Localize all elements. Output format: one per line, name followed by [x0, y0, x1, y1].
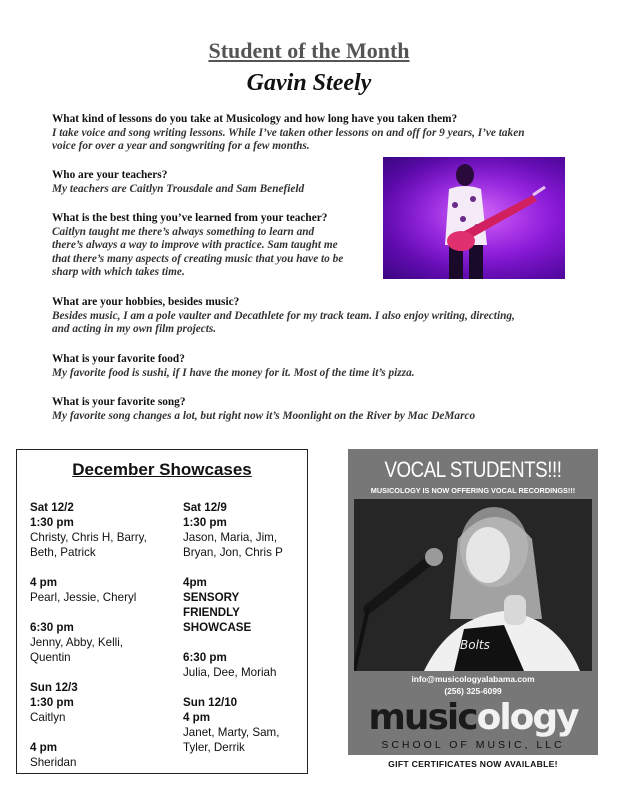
showcase-time: 4 pm — [30, 576, 58, 589]
sensory-showcase-label: SHOWCASE — [183, 621, 252, 634]
answer-line: and acting in my own film projects. — [52, 323, 217, 336]
question: Who are your teachers? — [52, 169, 168, 181]
page-title: Student of the Month — [208, 38, 410, 63]
showcase-column-right — [183, 500, 305, 755]
qa-lessons — [52, 113, 525, 154]
vocal-students-ad — [348, 449, 598, 774]
showcase-day: Sun 12/3 — [30, 681, 78, 694]
answer-line: that there’s many aspects of creating music that you have to be — [52, 252, 344, 265]
showcase-names: Pearl, Jessie, Cheryl — [30, 591, 137, 604]
showcase-names: Jenny, Abby, Kelli, — [30, 636, 124, 649]
qa-hobbies — [52, 296, 515, 337]
answer-line: Caitlyn taught me there’s always something to learn and — [52, 225, 315, 238]
showcase-names: Bryan, Jon, Chris P — [183, 546, 283, 559]
answer-line: My teachers are Caitlyn Trousdale and Sam Benefield — [52, 182, 305, 195]
question: What are your hobbies, besides music? — [52, 296, 240, 308]
ad-headline: VOCAL STUDENTS!!! — [384, 457, 562, 482]
ad-subheadline: MUSICOLOGY IS NOW OFFERING VOCAL RECORDINGS!!! — [370, 486, 576, 495]
qa-food — [52, 353, 415, 380]
answer-line: there’s always a way to improve with practice. Sam taught me — [52, 239, 338, 252]
question: What kind of lessons do you take at Musicology and how long have you taken them? — [52, 113, 458, 125]
showcase-names: Tyler, Derrik — [183, 741, 245, 754]
showcase-names: Beth, Patrick — [30, 546, 96, 559]
logo-part-music: music — [368, 697, 477, 738]
guitar-player-illustration — [383, 157, 565, 279]
showcase-time: 4pm — [183, 576, 207, 589]
showcase-names: Jason, Maria, Jim, — [183, 531, 278, 544]
answer-line: voice for over a year and songwriting for a few months. — [52, 140, 310, 153]
showcase-column-left — [30, 500, 170, 770]
showcase-names: Janet, Marty, Sam, — [183, 726, 280, 739]
answer-line: sharp with which takes time. — [52, 266, 185, 279]
answer-line: My favorite food is sushi, if I have the money for it. Most of the time it’s pizza. — [52, 366, 415, 379]
question: What is your favorite food? — [52, 353, 185, 365]
showcase-names: Quentin — [30, 651, 71, 664]
showcase-names: Julia, Dee, Moriah — [183, 666, 277, 679]
gift-certificates-banner: GIFT CERTIFICATES NOW AVAILABLE! — [348, 755, 598, 774]
sensory-showcase-label: SENSORY — [183, 591, 240, 604]
singer-with-microphone-illustration — [354, 499, 592, 671]
student-name: Gavin Steely — [246, 70, 372, 96]
ad-email: info@musicologyalabama.com — [411, 674, 535, 684]
showcase-names: Caitlyn — [30, 711, 66, 724]
student-performance-photo — [383, 157, 565, 279]
showcase-day: Sat 12/9 — [183, 501, 227, 514]
showcase-time: 6:30 pm — [183, 651, 227, 664]
question: What is the best thing you’ve learned from your teacher? — [52, 212, 328, 224]
showcase-time: 1:30 pm — [183, 516, 227, 529]
school-name: SCHOOL OF MUSIC, LLC — [381, 739, 565, 751]
showcase-time: 4 pm — [30, 741, 58, 754]
answer-line: My favorite song changes a lot, but right now it’s Moonlight on the River by Mac DeMarco — [52, 409, 476, 422]
sensory-showcase-label: FRIENDLY — [183, 606, 240, 619]
qa-teachers — [52, 169, 304, 196]
qa-song — [52, 396, 475, 423]
showcase-time: 4 pm — [183, 711, 211, 724]
showcase-time: 6:30 pm — [30, 621, 74, 634]
showcases-title: December Showcases — [72, 460, 252, 479]
question: What is your favorite song? — [52, 396, 186, 408]
svg-text:Bolts: Bolts — [460, 638, 490, 652]
ad-phone: (256) 325-6099 — [444, 686, 502, 696]
answer-line: I take voice and song writing lessons. While I’ve taken other lessons on and off for 9 years, I’ve taken — [52, 126, 525, 139]
showcase-time: 1:30 pm — [30, 696, 74, 709]
musicology-logo — [348, 699, 598, 737]
showcase-names: Christy, Chris H, Barry, — [30, 531, 147, 544]
answer-line: Besides music, I am a pole vaulter and Decathlete for my track team. I also enjoy writing, directing, — [52, 309, 515, 322]
showcase-day: Sun 12/10 — [183, 696, 238, 709]
qa-best-thing — [52, 212, 343, 280]
showcase-day: Sat 12/2 — [30, 501, 74, 514]
showcase-names: Sheridan — [30, 756, 77, 769]
singer-photo — [354, 499, 592, 671]
logo-part-ology: ology — [476, 697, 578, 738]
showcase-time: 1:30 pm — [30, 516, 74, 529]
december-showcases-box — [16, 449, 308, 774]
